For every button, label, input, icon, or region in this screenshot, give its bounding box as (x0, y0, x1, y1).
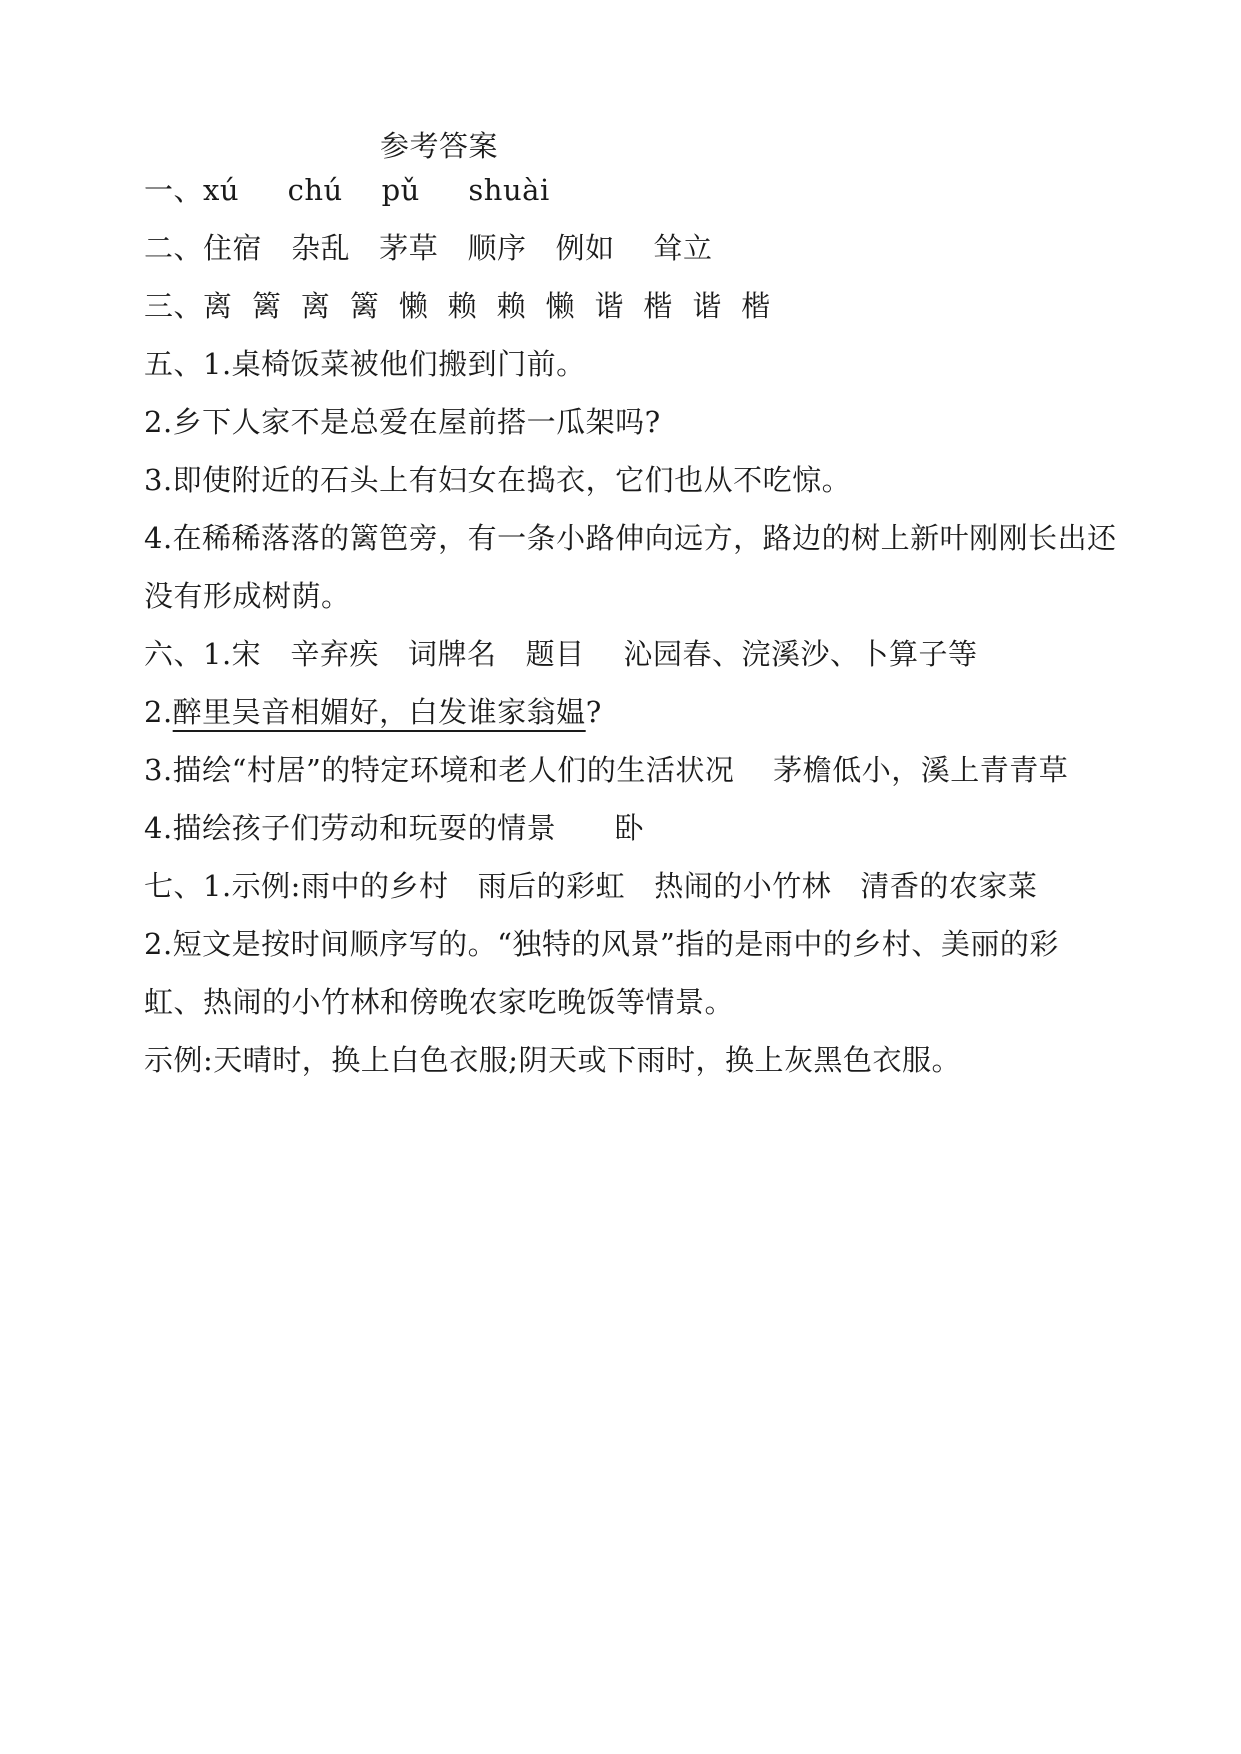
answer-line-liu-3: 3.描绘“村居”的特定环境和老人们的生活状况 茅檐低小，溪上青青草 (144, 753, 1069, 787)
answer-line-wu-3: 3.即使附近的石头上有妇女在捣衣，它们也从不吃惊。 (144, 463, 852, 497)
answer-line-liu-4: 4.描绘孩子们劳动和玩耍的情景 卧 (144, 811, 644, 845)
answer-line-yi: 一、xú chú pǔ shuài (144, 173, 550, 207)
answer-line-san: 三、离 篱 离 篱 懒 赖 赖 懒 谐 楷 谐 楷 (144, 289, 771, 323)
answer-line-qi-2: 2.短文是按时间顺序写的。“独特的风景”指的是雨中的乡村、美丽的彩 (144, 927, 1059, 961)
answer-line-wu-4: 4.在稀稀落落的篱笆旁，有一条小路伸向远方，路边的树上新叶刚刚长出还 (144, 521, 1117, 555)
answer-line-liu-2 (144, 692, 602, 732)
answer-line-wu-2: 2.乡下人家不是总爱在屋前搭一瓜架吗? (144, 405, 661, 439)
page-title: 参考答案 (380, 129, 499, 163)
answer-line-wu-4-cont: 没有形成树荫。 (144, 579, 351, 613)
answer-line-liu-1: 六、1.宋 辛弃疾 词牌名 题目 沁园春、浣溪沙、卜算子等 (144, 637, 978, 671)
answer-line-example: 示例:天晴时，换上白色衣服;阴天或下雨时，换上灰黑色衣服。 (144, 1043, 962, 1077)
answer-line-qi-1: 七、1.示例:雨中的乡村 雨后的彩虹 热闹的小竹林 清香的农家菜 (144, 869, 1038, 903)
liu-2-suffix: ? (585, 695, 602, 729)
answer-line-wu-1: 五、1.桌椅饭菜被他们搬到门前。 (144, 347, 586, 381)
liu-2-underlined-poem: 醉里吴音相媚好，白发谁家翁媪 (172, 695, 586, 729)
answer-line-er: 二、住宿 杂乱 茅草 顺序 例如 耸立 (144, 231, 713, 265)
answer-line-qi-2-cont: 虹、热闹的小竹林和傍晚农家吃晚饭等情景。 (144, 985, 735, 1019)
liu-2-prefix: 2. (144, 695, 173, 729)
